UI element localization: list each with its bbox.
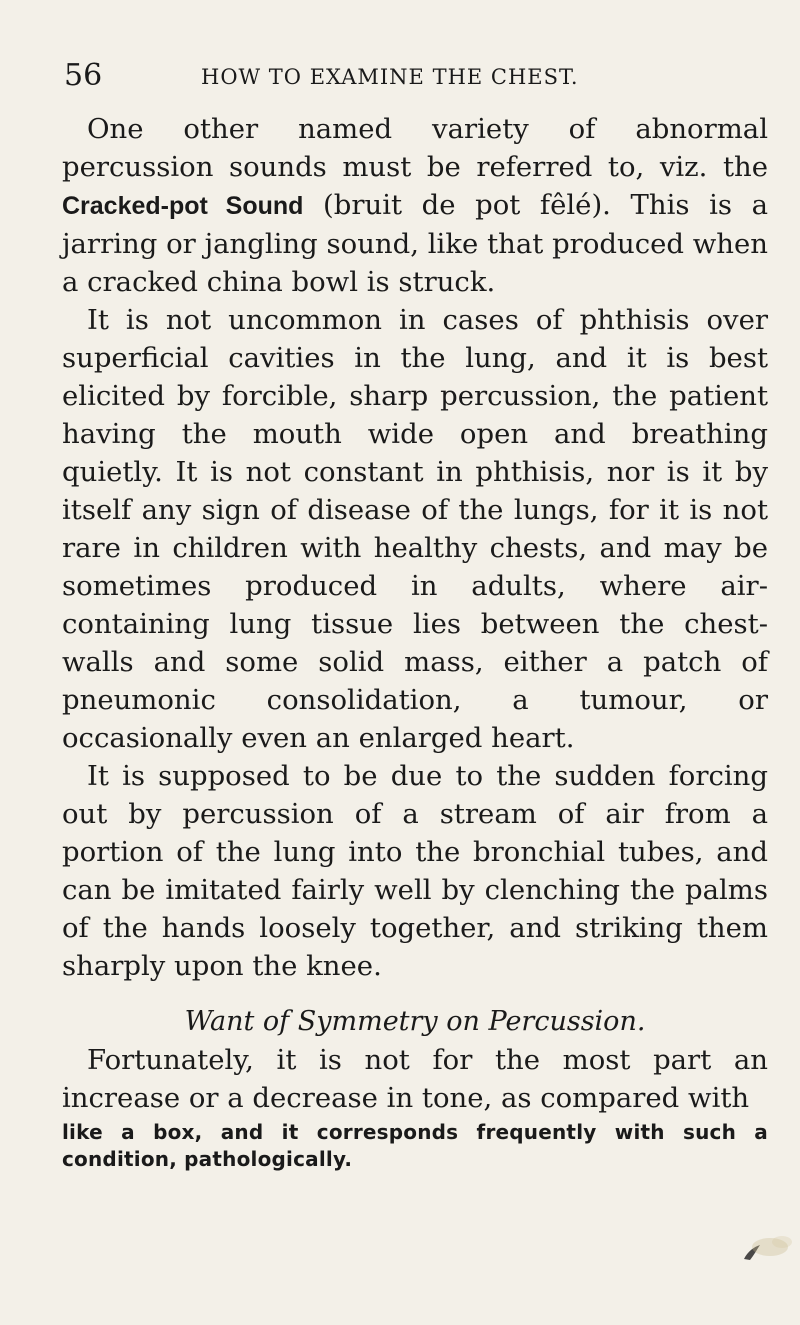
running-title: HOW TO EXAMINE THE CHEST. [201, 65, 579, 89]
page-number: 56 [64, 58, 103, 93]
paragraph-continuation: like a box, and it corresponds frequently with such a condition, pathologically. [62, 1120, 768, 1171]
body-text [62, 110, 768, 1173]
paragraph-cause: It is supposed to be due to the sudden forcing out by percussion of a stream of air from a portion of the lung into the bronchial tubes, and can be imitated fairly well by clenching the palms of the hands loosely together, and striking them sharply upon the knee. [62, 760, 768, 982]
paragraph-symmetry: Fortunately, it is not for the most part an increase or a decrease in tone, as compared with [62, 1044, 768, 1114]
paragraph-text: (bruit de pot fêlé). This is a jarring or jangling sound, like that produced when a cracked china bowl is struck. [62, 189, 768, 298]
paragraph-cracked-pot-intro [62, 110, 768, 301]
paragraph-text: One other named variety of abnormal percussion sounds must be referred to, viz. the [62, 113, 768, 183]
paragraph-phthisis: It is not uncommon in cases of phthisis over superficial cavities in the lung, and it is best elicited by forcible, sharp percussion, the patient having the mouth wide open and breathing quietly. It is not constant in phthisis, nor is it by itself any sign of disease of the lungs, for it is not rare in children with healthy chests, and may be sometimes produced in adults, where air-containing lung tissue lies between the chest-walls and some solid mass, either a patch of pneumonic consolidation, a tumour, or occasionally even an enlarged heart. [62, 304, 768, 754]
section-heading: Want of Symmetry on Percussion. [184, 1006, 646, 1037]
ink-smudge-mark [736, 1233, 796, 1263]
term-cracked-pot-sound: Cracked-pot Sound [62, 192, 304, 220]
page-header [64, 58, 760, 94]
